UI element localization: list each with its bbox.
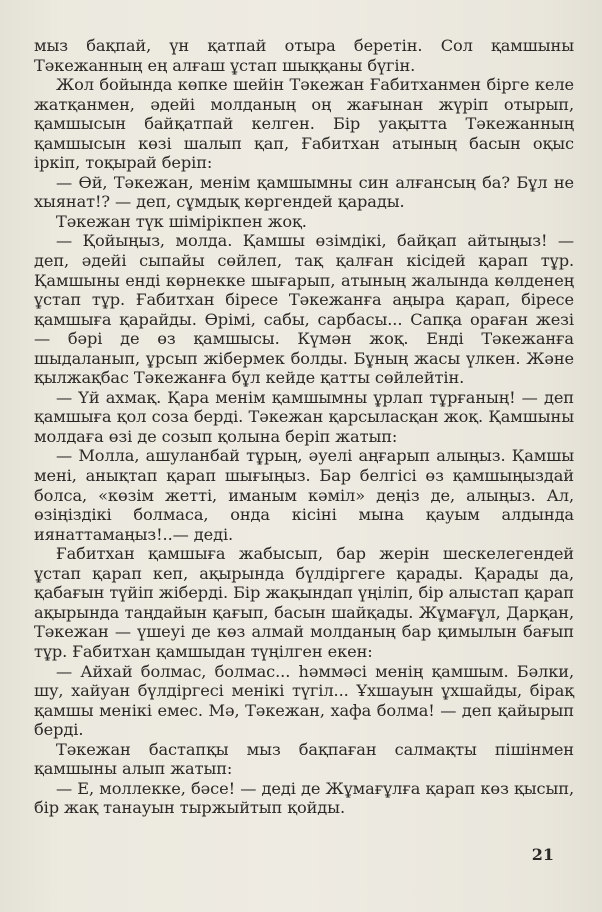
paragraph-5: — Қойыңыз, молда. Қамшы өзімдікі, байқап айтыңыз! — деп, әдейі сыпайы сөйлеп, тақ қалған кісідей қарап тұр. Қамшыны енді көрнекке шығарып, атының жалында көлденең ұстап тұр. Ғабитхан біресе Тәкежанға аңыра қарап, біресе қамшыға қарайды. Өрімі, сабы, сарбасы... Сапқа ораған жезі — бәрі де өз қамшысы. Күмән жоқ. Енді Тәкежанға шыдаланып, ұрсып жібермек болды. Бұның жасы үлкен. Және қылжақбас Тәкежанға бұл кейде қатты сөйлейтін. — [34, 231, 574, 388]
page-number: 21 — [531, 845, 554, 864]
paragraph-8: Ғабитхан қамшыға жабысып, бар жерін шескелегендей ұстап қарап кеп, ақырында бүлдіргеге қарады. Қарады да, қабағын түйіп жіберді. Бір жақындап үңіліп, бір алыстап қарап ақырында таңдайын қағып, басын шайқады. Жұмағұл, Дарқан, Тәкежан — үшеуі де көз алмай молданың бар қимылын бағып тұр. Ғабитхан қамшыдан түңілген екен: — [34, 544, 574, 661]
paragraph-3: — Өй, Тәкежан, менім қамшымны син алғансың ба? Бұл не хыянат!? — деп, сұмдық көргендей қарады. — [34, 172, 574, 212]
paragraph-4: Тәкежан түк шімірікпен жоқ. — [56, 211, 307, 231]
paragraph-2: Жол бойында көпке шейін Тәкежан Ғабитханмен бірге келе жатқанмен, әдейі молданың оң жағынан жүріп отырып, қамшысын байқатпай келген. Бір уақытта Тәкежанның қамшысын көзі шалып қап, Ғабитхан атының басын оқыс іркіп, тоқырай беріп: — [34, 75, 574, 173]
paragraph-11: — Е, моллекке, бәсе! — деді де Жұмағұлға қарап көз қысып, бір жақ танауын тыржыйтып қойды. — [34, 778, 574, 818]
page-body-text — [34, 36, 574, 818]
paragraph-9: — Айхай болмас, болмас... һәммәсі менің қамшым. Бәлки, шу, хайуан бүлдіргесі менікі түгіл... Ұхшауын ұхшайды, бірақ қамшы менікі емес. Мә, Тәкежан, хафа болма! — деп қайырып берді. — [34, 661, 574, 740]
paragraph-6: — Үй ахмақ. Қара менім қамшымны ұрлап тұрғаның! — деп қамшыға қол соза берді. Тәкежан қарсыласқан жоқ. Қамшыны молдаға өзі де созып қолына беріп жатып: — [34, 387, 574, 446]
paragraph-7: — Молла, ашуланбай тұрың, әуелі аңғарып алыңыз. Қамшы мені, анықтап қарап шығыңыз. Бар белгісі өз қамшыңыздай болса, «көзім жетті, иманым кәміл» деңіз де, алыңыз. Ал, өзіңіздікі болмаса, онда кісіні мына қауым алдында иянаттамаңыз!..— деді. — [34, 446, 574, 544]
paragraph-10: Тәкежан бастапқы мыз бақпаған салмақты пішінмен қамшыны алып жатып: — [34, 739, 574, 779]
paragraph-1: мыз бақпай, үн қатпай отыра беретін. Сол қамшыны Тәкежанның ең алғаш ұстап шыққаны бүгін. — [34, 36, 574, 75]
